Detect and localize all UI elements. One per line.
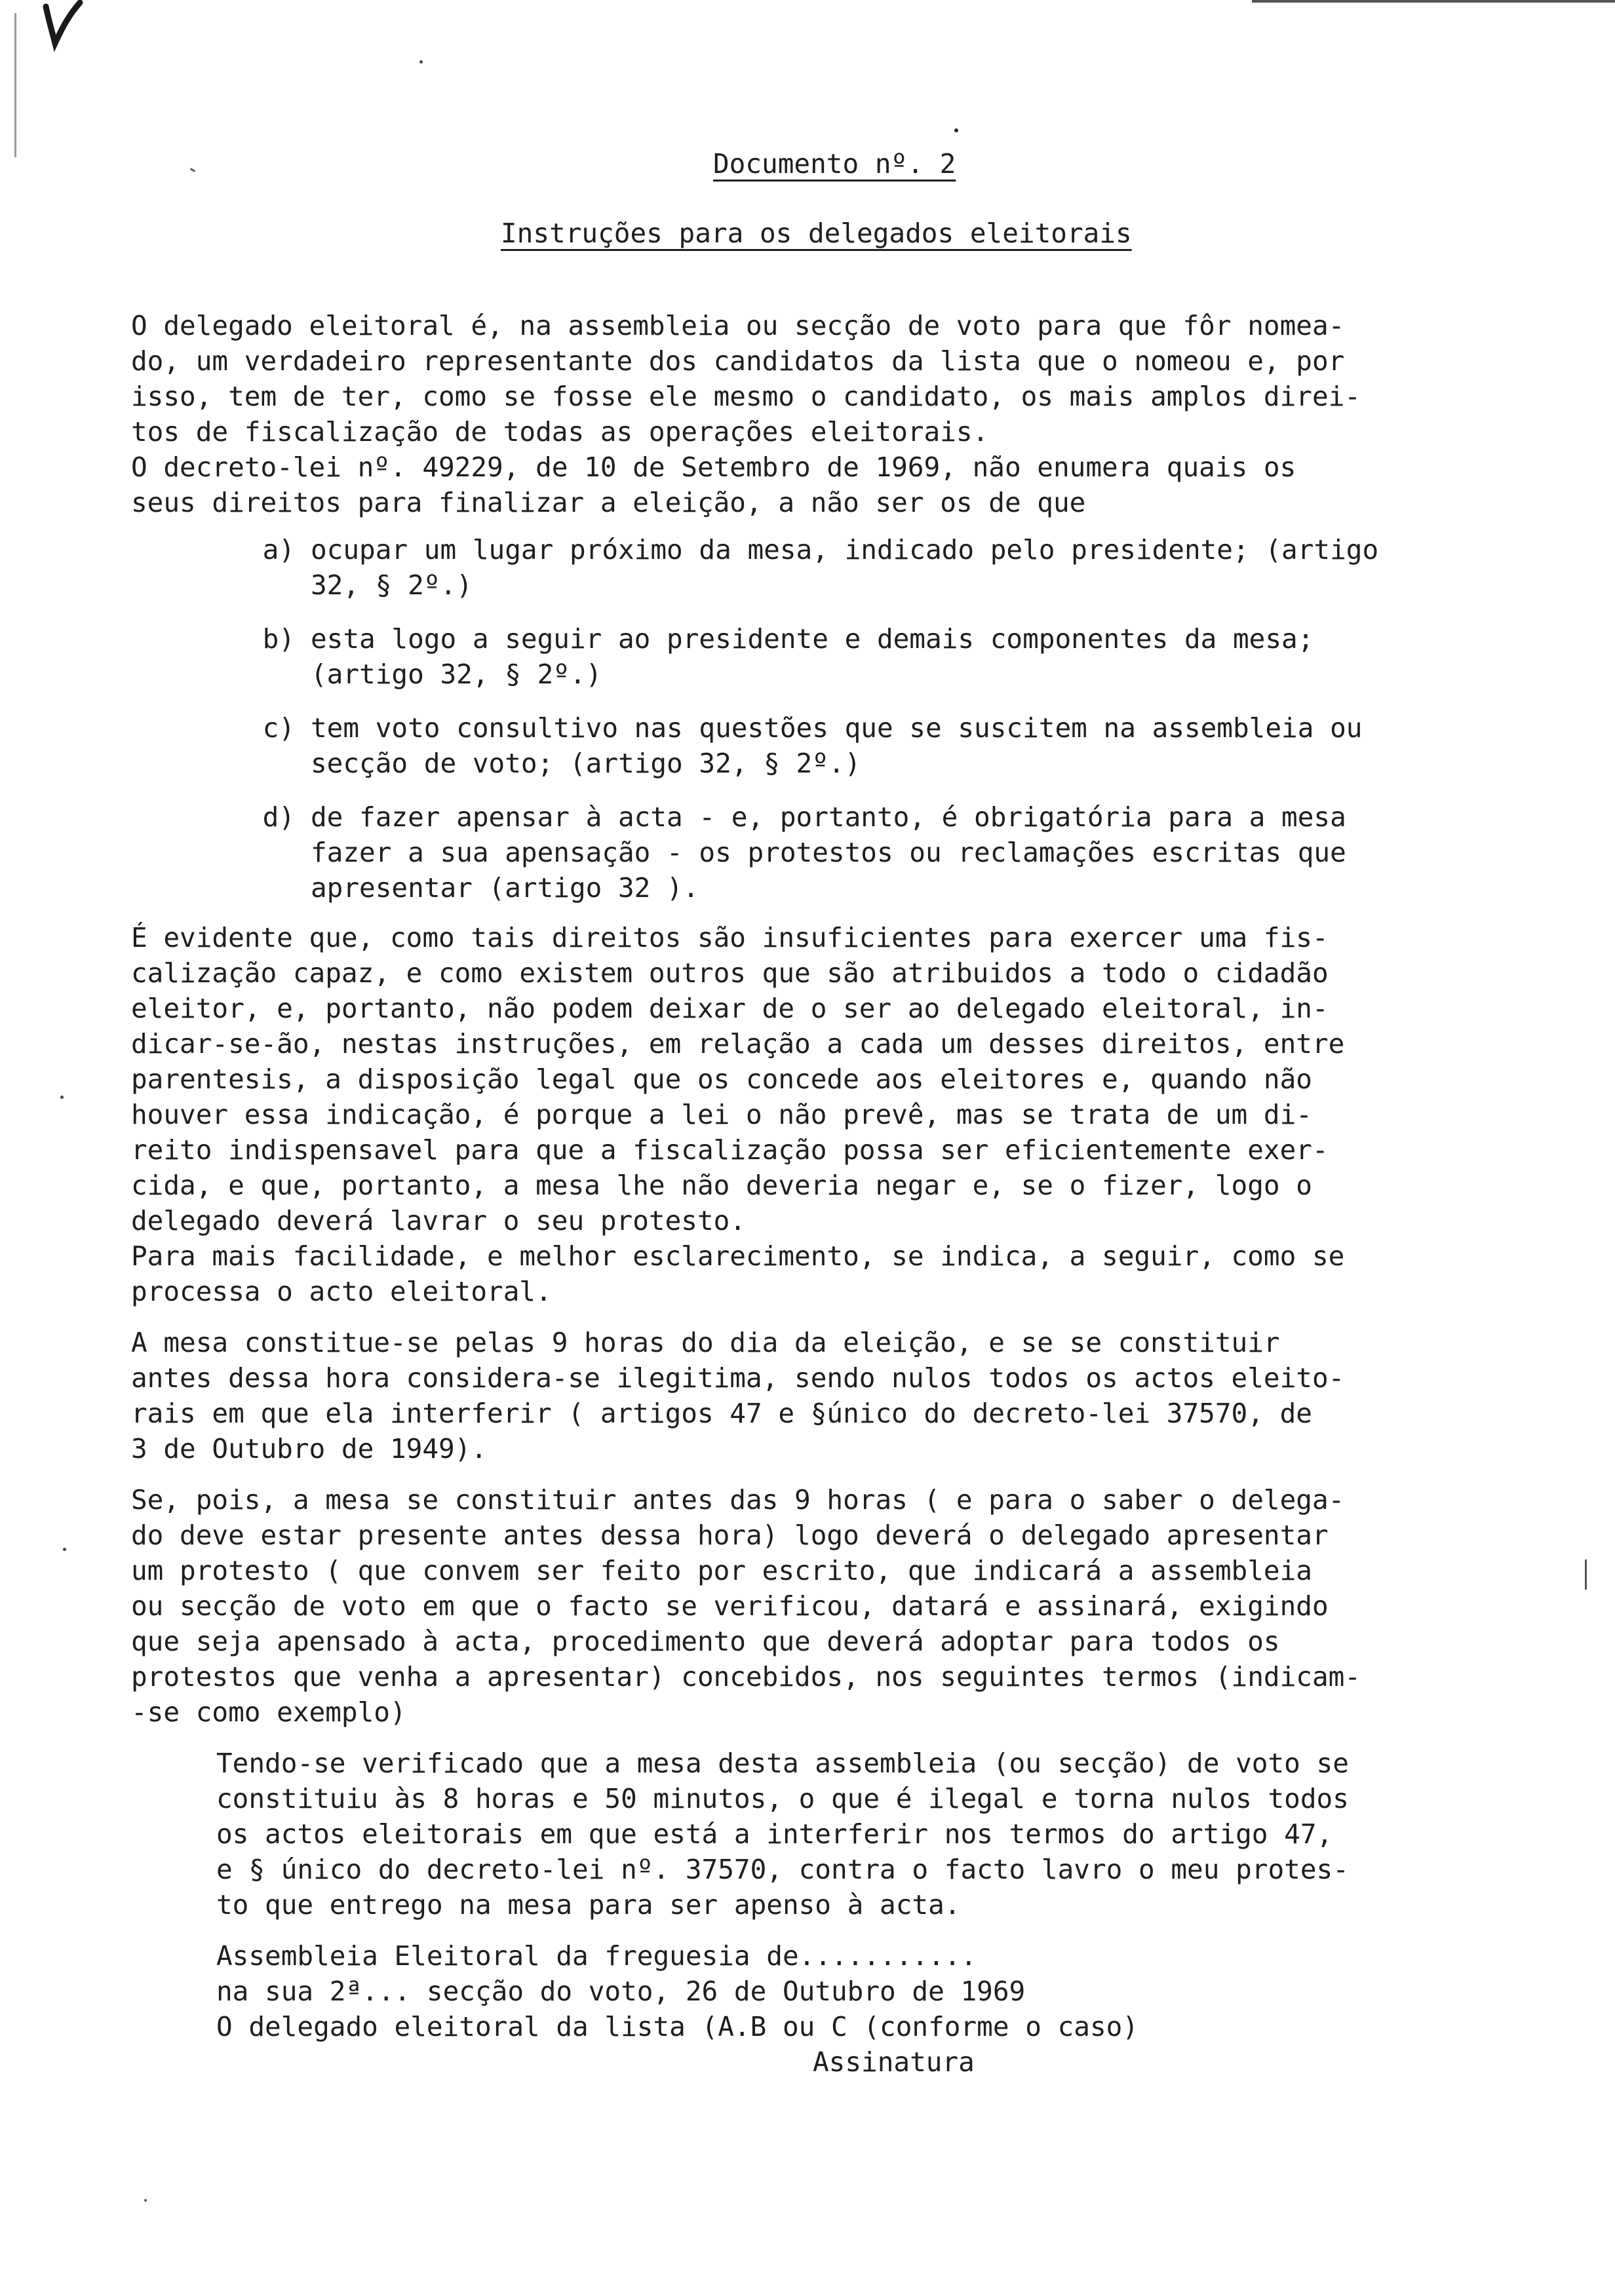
speck <box>419 60 423 64</box>
text-line: É evidente que, como tais direitos são insuficientes para exercer uma fis- <box>131 922 1329 953</box>
text-line: parentesis, a disposição legal que os concede aos eleitores e, quando não <box>131 1063 1312 1095</box>
text-line: reito indispensavel para que a fiscalização possa ser eficientemente exer- <box>131 1134 1329 1166</box>
text-line: delegado deverá lavrar o seu protesto. <box>131 1205 746 1236</box>
text-line: de fazer apensar à acta - e, portanto, é obrigatória para a mesa <box>311 801 1346 833</box>
text-line: O delegado eleitoral da lista (A.B ou C (conforme o caso) <box>216 2011 1138 2042</box>
text-line: -se como exemplo) <box>131 1696 406 1728</box>
text-line: (artigo 32, § 2º.) <box>311 659 602 690</box>
handwritten-check-mark <box>26 0 85 66</box>
text-line: fazer a sua apensação - os protestos ou reclamações escritas que <box>311 837 1346 868</box>
list-item <box>223 799 1586 906</box>
document-body <box>131 308 1586 2080</box>
rights-list <box>223 532 1586 906</box>
text-line: Se, pois, a mesa se constituir antes das 9 horas ( e para o saber o delega- <box>131 1484 1345 1516</box>
text-line: Tendo-se verificado que a mesa desta assembleia (ou secção) de voto se <box>216 1748 1349 1779</box>
example-protest-text <box>216 1746 1573 1923</box>
text-line: um protesto ( que convem ser feito por escrito, que indicará a assembleia <box>131 1555 1312 1586</box>
document-number: Documento nº. 2 <box>713 148 956 180</box>
text-line: na sua 2ª... secção do voto, 26 de Outubro de 1969 <box>216 1976 1026 2007</box>
text-line: os actos eleitorais em que está a interferir nos termos do artigo 47, <box>216 1818 1333 1850</box>
text-line: 32, § 2º.) <box>311 569 473 601</box>
signature-line: Assinatura <box>813 2046 975 2078</box>
speck <box>144 2199 147 2202</box>
text-line: tem voto consultivo nas questões que se suscitem na assembleia ou <box>311 712 1363 744</box>
text-line: do, um verdadeiro representante dos candidatos da lista que o nomeou e, por <box>131 345 1345 377</box>
text-line: houver essa indicação, é porque a lei o não prevê, mas se trata de um di- <box>131 1099 1312 1130</box>
text-line: secção de voto; (artigo 32, § 2º.) <box>311 748 861 779</box>
list-item <box>223 710 1586 781</box>
closing-block <box>216 1938 1573 2080</box>
text-line: O delegado eleitoral é, na assembleia ou secção de voto para que fôr nomea- <box>131 310 1345 341</box>
text-line: rais em que ela interferir ( artigos 47 e §único do decreto-lei 37570, de <box>131 1398 1312 1429</box>
speck <box>954 128 958 132</box>
mesa-paragraph <box>131 1325 1586 1466</box>
scan-edge-line-left <box>14 13 16 157</box>
list-item <box>223 532 1586 603</box>
text-line: esta logo a seguir ao presidente e demais componentes da mesa; <box>311 623 1314 655</box>
text-line: Assembleia Eleitoral da freguesia de........... <box>216 1940 977 1972</box>
evident-paragraph <box>131 920 1586 1309</box>
text-line: constituiu às 8 horas e 50 minutos, o que é ilegal e torna nulos todos <box>216 1783 1349 1814</box>
list-item-label: c) <box>262 712 295 744</box>
scan-edge-line-top <box>1252 0 1615 3</box>
text-line: eleitor, e, portanto, não podem deixar de o ser ao delegado eleitoral, in- <box>131 993 1329 1024</box>
text-line: O decreto-lei nº. 49229, de 10 de Setembro de 1969, não enumera quais os <box>131 451 1296 483</box>
text-line: apresentar (artigo 32 ). <box>311 872 699 904</box>
document-title-heading <box>0 218 1615 249</box>
text-line: isso, tem de ter, como se fosse ele mesmo o candidato, os mais amplos direi- <box>131 381 1361 412</box>
text-line: dicar-se-ão, nestas instruções, em relação a cada um desses direitos, entre <box>131 1028 1345 1060</box>
speck <box>63 1548 66 1551</box>
text-line: Para mais facilidade, e melhor esclarecimento, se indica, a seguir, como se <box>131 1240 1345 1272</box>
intro-paragraph <box>131 308 1586 520</box>
text-line: calização capaz, e como existem outros que são atribuidos a todo o cidadão <box>131 957 1329 989</box>
list-item-label: d) <box>262 801 295 833</box>
text-line: do deve estar presente antes dessa hora) logo deverá o delegado apresentar <box>131 1520 1329 1551</box>
text-line: protestos que venha a apresentar) concebidos, nos seguintes termos (indicam- <box>131 1661 1361 1693</box>
text-line: antes dessa hora considera-se ilegitima, sendo nulos todos os actos eleito- <box>131 1362 1345 1394</box>
text-line: processa o acto eleitoral. <box>131 1276 552 1307</box>
protesto-paragraph <box>131 1482 1586 1730</box>
list-item-label: b) <box>262 623 295 655</box>
text-line: que seja apensado à acta, procedimento que deverá adoptar para todos os <box>131 1626 1280 1657</box>
text-line: A mesa constitue-se pelas 9 horas do dia da eleição, e se se constituir <box>131 1327 1280 1358</box>
speck <box>60 1096 64 1099</box>
text-line: tos de fiscalização de todas as operações eleitorais. <box>131 416 989 448</box>
document-title: Instruções para os delegados eleitorais <box>501 218 1132 249</box>
text-line: to que entrego na mesa para ser apenso à acta. <box>216 1889 961 1921</box>
text-line: ou secção de voto em que o facto se verificou, datará e assinará, exigindo <box>131 1590 1329 1622</box>
list-item <box>223 621 1586 692</box>
text-line: seus direitos para finalizar a eleição, a não ser os de que <box>131 487 1086 518</box>
list-item-label: a) <box>262 534 295 565</box>
text-line: 3 de Outubro de 1949). <box>131 1433 488 1464</box>
text-line: cida, e que, portanto, a mesa lhe não deveria negar e, se o fizer, logo o <box>131 1170 1312 1201</box>
text-line: ocupar um lugar próximo da mesa, indicado pelo presidente; (artigo <box>311 534 1379 565</box>
document-number-heading <box>0 148 1615 180</box>
text-line: e § único do decreto-lei nº. 37570, contra o facto lavro o meu protes- <box>216 1854 1349 1885</box>
